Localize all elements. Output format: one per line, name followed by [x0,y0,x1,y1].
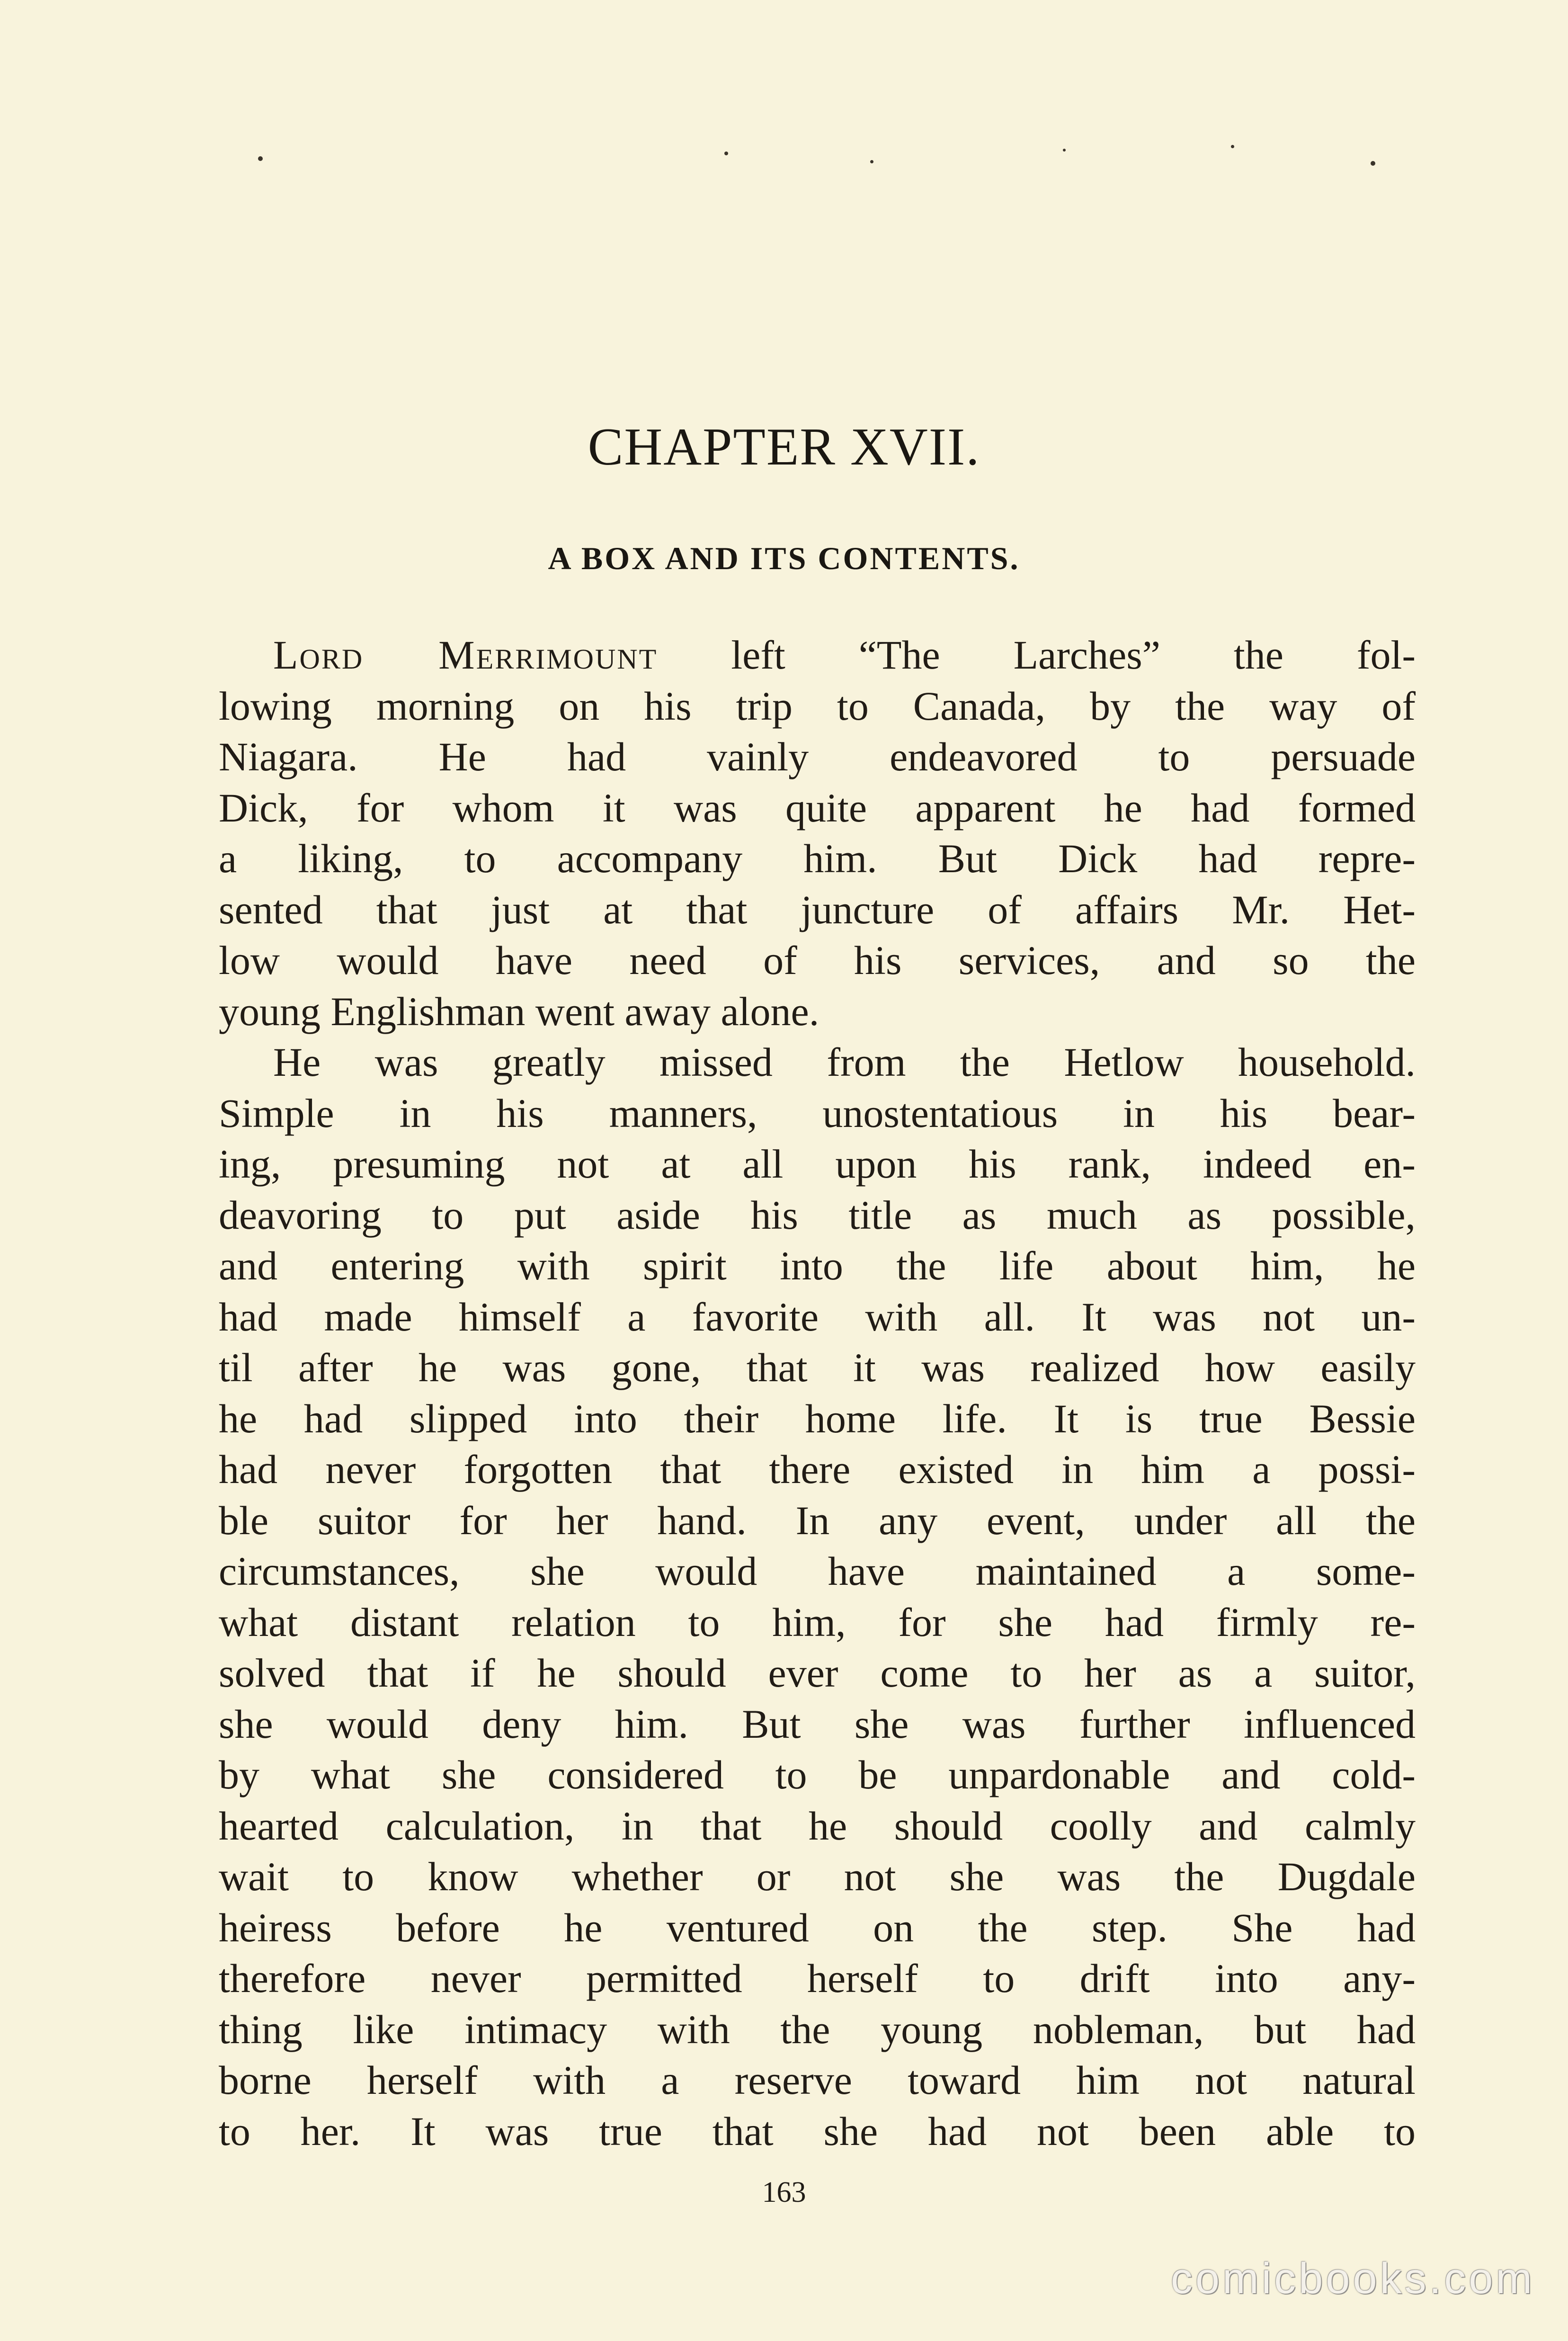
ink-speck [1063,149,1066,152]
chapter-title: CHAPTER XVII. [588,418,980,476]
text-line: Niagara. He had vainly endeavored to persuade [219,734,1416,779]
text-line [219,630,1416,681]
page-number: 163 [762,2176,806,2208]
text-line: ble suitor for her hand. In any event, under all the [219,1497,1416,1543]
text-line: therefore never permitted herself to drift into any- [219,1956,1416,2001]
text-line: sented that just at that juncture of affairs Mr. Het- [219,886,1416,932]
text-line: heiress before he ventured on the step. She had [219,1904,1416,1950]
text-line: hearted calculation, in that he should coolly and calmly [219,1803,1416,1849]
chapter-subtitle: A BOX AND ITS CONTENTS. [548,540,1020,576]
text-line: borne herself with a reserve toward him not natural [219,2057,1416,2103]
ink-speck [870,160,873,163]
text-line: to her. It was true that she had not been able to [219,2108,1416,2154]
print-specks [0,142,1568,180]
text-line: young Englishman went away alone. [219,988,820,1034]
watermark: comicbooks.com [1170,2254,1535,2303]
text-line: what distant relation to him, for she had firmly re- [219,1599,1416,1645]
text-line: solved that if he should ever come to her as a suitor, [219,1650,1416,1696]
text-line: and entering with spirit into the life about him, he [219,1243,1416,1288]
text-line: Simple in his manners, unostentatious in his bear- [219,1090,1416,1136]
ink-speck [724,152,728,155]
text-line: low would have need of his services, and so the [219,938,1416,983]
text-line: He was greatly missed from the Hetlow household. [273,1039,1416,1085]
text-line: wait to know whether or not she was the Dugdale [219,1854,1416,1899]
text-line: he had slipped into their home life. It is true Bessie [219,1395,1416,1441]
text-line: deavoring to put aside his title as much as possible, [219,1192,1416,1238]
text-line: til after he was gone, that it was realized how easily [219,1345,1416,1390]
ink-speck [1231,145,1234,148]
line-rest: left “The Larches” the fol- [658,632,1416,678]
ink-speck [1371,161,1375,166]
text-line: she would deny him. But she was further influenced [219,1701,1416,1747]
text-line: by what she considered to be unpardonable and cold- [219,1752,1416,1797]
text-line: a liking, to accompany him. But Dick had repre- [219,836,1416,881]
text-line: ing, presuming not at all upon his rank, indeed en- [219,1141,1416,1187]
text-line: Dick, for whom it was quite apparent he had formed [219,785,1416,831]
text-line: circumstances, she would have maintained a some- [219,1548,1416,1594]
ink-speck [258,156,263,161]
text-line: had never forgotten that there existed in him a possi- [219,1447,1416,1492]
text-line: had made himself a favorite with all. It was not un- [219,1294,1416,1340]
name-smallcaps: Lord Merrimount [273,632,658,678]
text-line: thing like intimacy with the young nobleman, but had [219,2006,1416,2052]
body-text [219,630,1416,2157]
text-line: lowing morning on his trip to Canada, by the way of [219,683,1416,729]
